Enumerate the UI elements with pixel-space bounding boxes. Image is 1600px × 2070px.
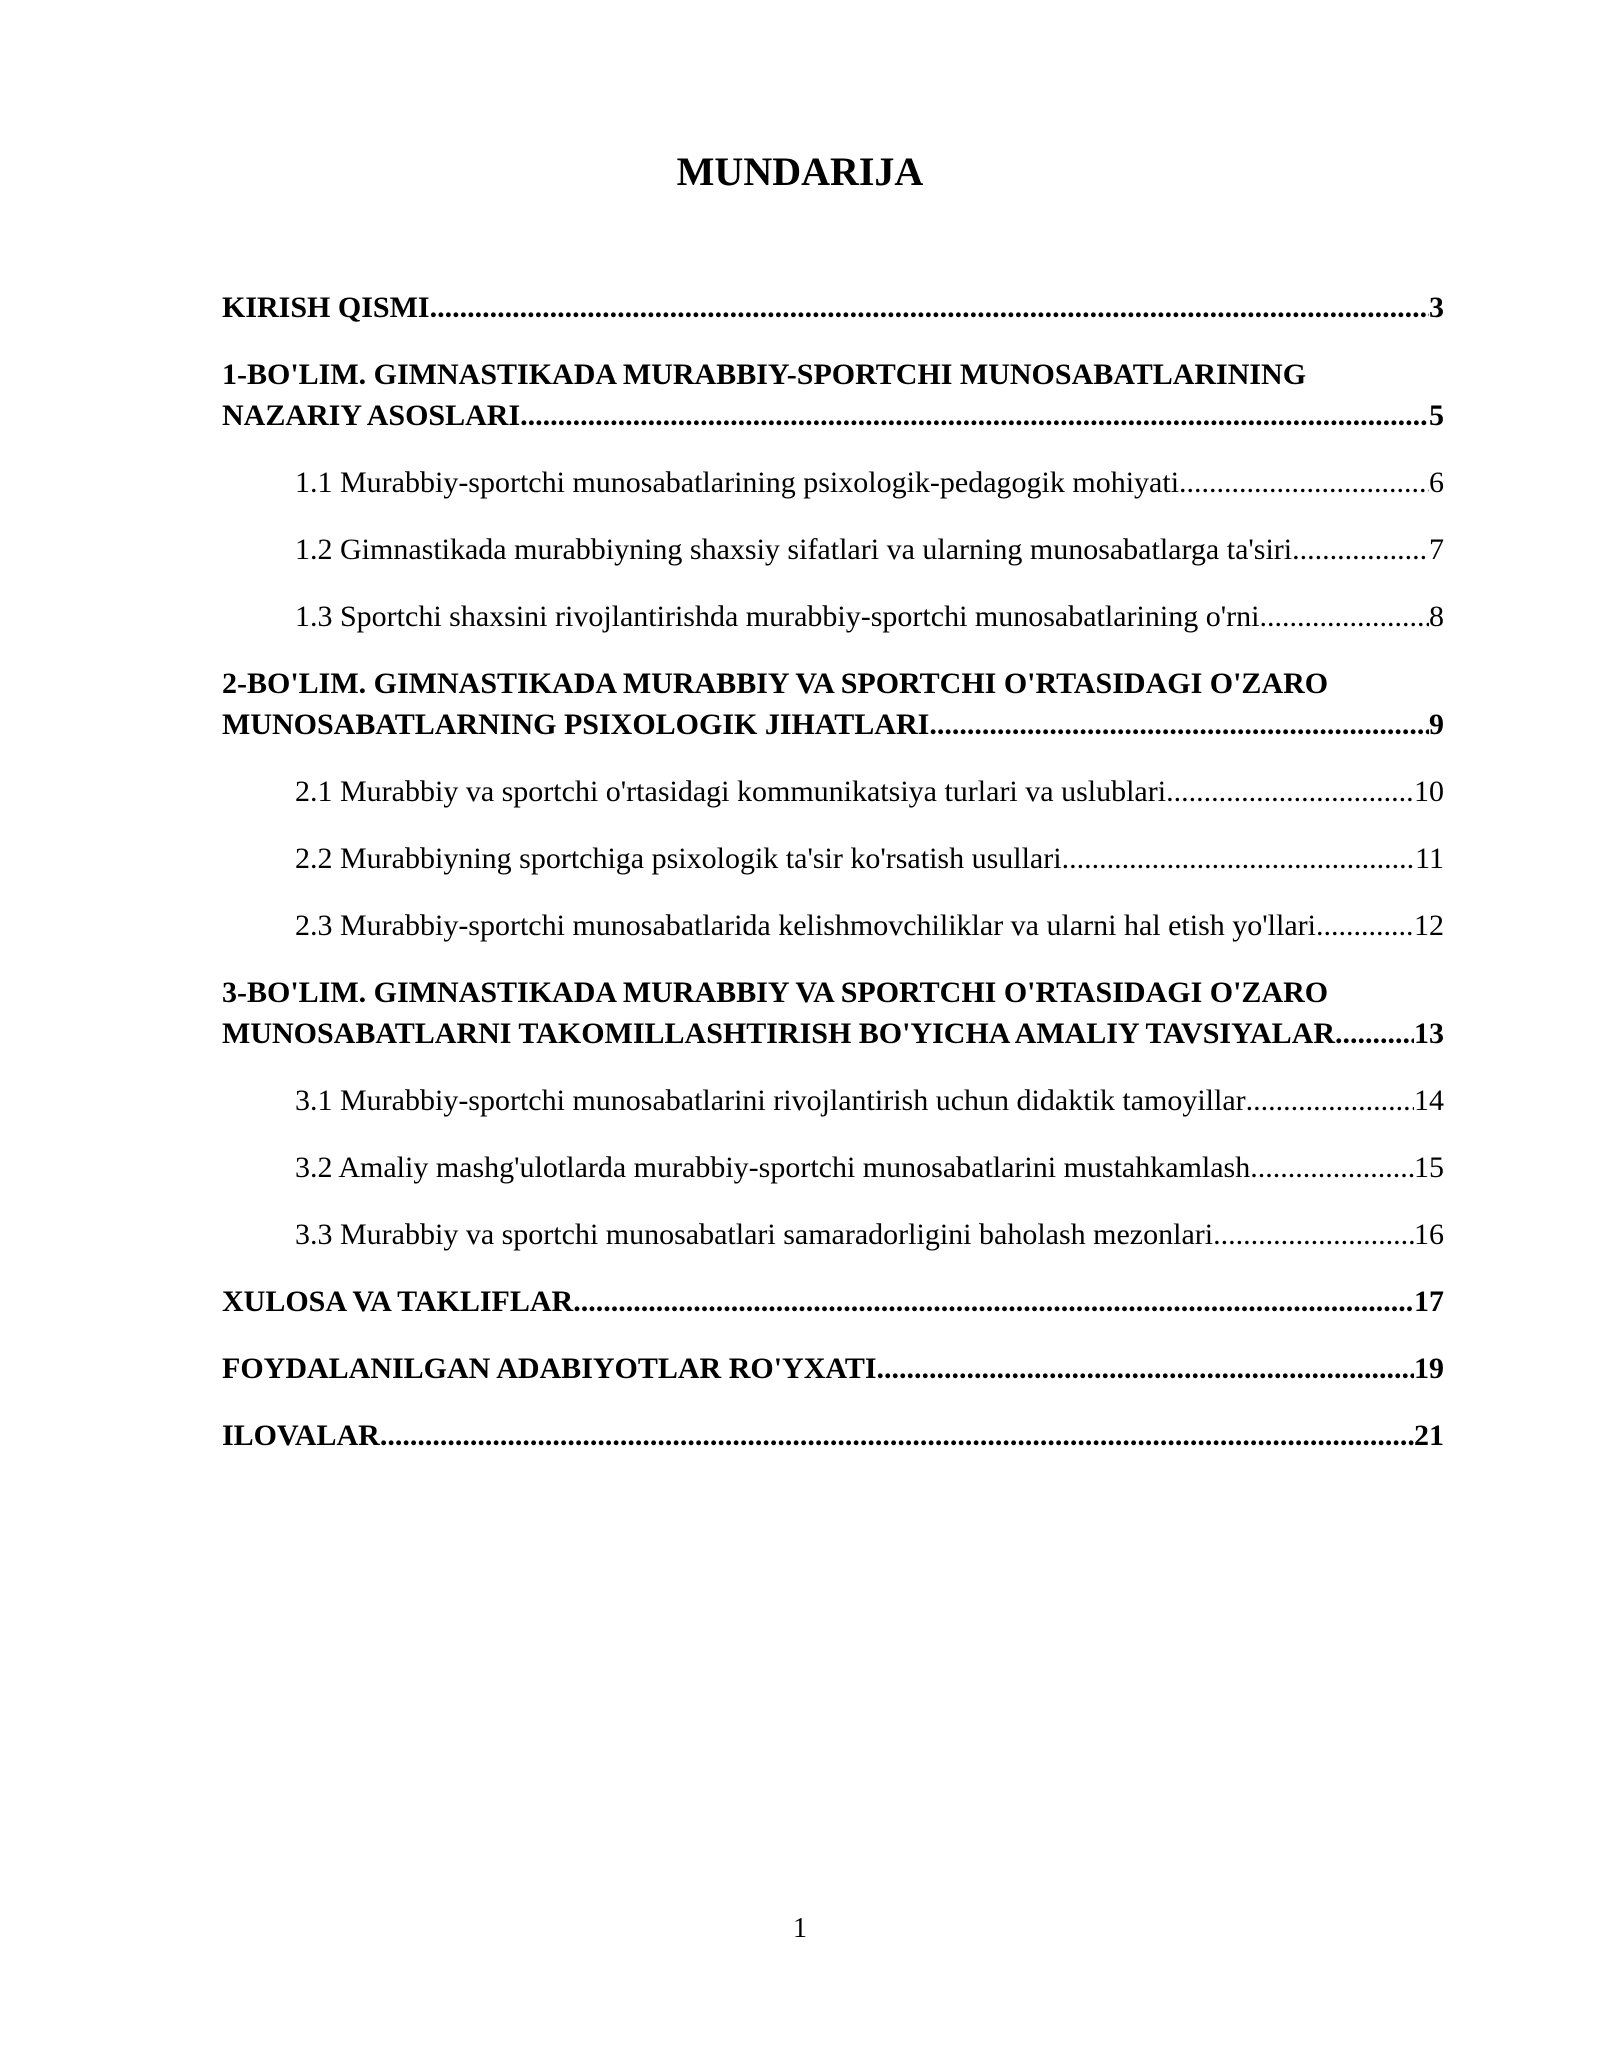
toc-entry-page: 16 [1414,1218,1444,1251]
toc-entry-title: 3.2 Amaliy mashg'ulotlarda murabbiy-sportchi munosabatlarini mustahkamlash [295,1151,1251,1184]
toc-entry-page: 11 [1415,842,1444,875]
toc-leader-dots [1213,1214,1414,1255]
toc-entry-title: MUNOSABATLARNING PSIXOLOGIK JIHATLARI [222,708,930,741]
toc-entry-title: 2.2 Murabbiyning sportchiga psixologik ta'sir ko'rsatish usullari [295,842,1062,875]
toc-entry-page: 8 [1429,600,1444,633]
toc-entry-page: 3 [1429,291,1444,324]
toc-entry-title: NAZARIY ASOSLARI [222,399,521,432]
toc-entry-section-1-3[interactable] [222,596,1444,637]
toc-leader-dots [929,704,1429,745]
toc-leader-dots [1166,771,1414,812]
toc-leader-dots [1250,1147,1414,1188]
toc-entry-section-2-1[interactable] [222,771,1444,812]
page-title: MUNDARIJA [676,149,924,194]
page-number: 1 [793,1913,807,1944]
toc-entry-page: 10 [1414,775,1444,808]
toc-entry-page: 19 [1414,1352,1444,1385]
toc-entry-page: 6 [1429,466,1444,499]
toc-entry-chapter-3[interactable] [222,972,1444,1054]
toc-entry-page: 5 [1429,399,1444,432]
toc-entry-title: 2.3 Murabbiy-sportchi munosabatlarida kelishmovchiliklar va ularni hal etish yo'llari [295,909,1316,942]
toc-leader-dots [1316,905,1414,946]
toc-entry-page: 7 [1429,533,1444,566]
toc-entry-page: 14 [1414,1084,1444,1117]
toc-leader-dots [1246,1080,1414,1121]
toc-entry-section-1-2[interactable] [222,529,1444,570]
toc-entry-page: 17 [1414,1285,1444,1318]
toc-leader-dots [1292,529,1429,570]
toc-entry-ilovalar[interactable] [222,1415,1444,1456]
toc-entry-title: 1.2 Gimnastikada murabbiyning shaxsiy sifatlari va ularning munosabatlarga ta'siri [295,533,1293,566]
table-of-contents [222,287,1444,1482]
toc-entry-title: 3.3 Murabbiy va sportchi munosabatlari samaradorligini baholash mezonlari [295,1218,1214,1251]
toc-leader-dots [520,395,1429,436]
toc-leader-dots [1062,838,1416,879]
toc-entry-xulosa[interactable] [222,1281,1444,1322]
toc-leader-dots [877,1348,1414,1389]
toc-entry-title-line1: 3-BO'LIM. GIMNASTIKADA MURABBIY VA SPORTCHI O'RTASIDAGI O'ZARO [222,976,1329,1009]
toc-entry-title-line1: 1-BO'LIM. GIMNASTIKADA MURABBIY-SPORTCHI MUNOSABATLARINING [222,358,1307,391]
toc-entry-title: 1.3 Sportchi shaxsini rivojlantirishda murabbiy-sportchi munosabatlarining o'rni [295,600,1260,633]
toc-leader-dots [1259,596,1429,637]
toc-entry-page: 15 [1414,1151,1444,1184]
toc-entry-title: MUNOSABATLARNI TAKOMILLASHTIRISH BO'YICHA AMALIY TAVSIYALAR [222,1017,1336,1050]
toc-entry-adabiyotlar[interactable] [222,1348,1444,1389]
toc-leader-dots [380,1415,1414,1456]
toc-entry-title-line1: 2-BO'LIM. GIMNASTIKADA MURABBIY VA SPORTCHI O'RTASIDAGI O'ZARO [222,667,1329,700]
toc-entry-title: 1.1 Murabbiy-sportchi munosabatlarining psixologik-pedagogik mohiyati [295,466,1180,499]
toc-entry-title: XULOSA VA TAKLIFLAR [222,1285,574,1318]
toc-entry-section-3-1[interactable] [222,1080,1444,1121]
toc-entry-title: ILOVALAR [222,1419,380,1452]
toc-entry-chapter-1[interactable] [222,354,1444,436]
toc-entry-page: 21 [1414,1419,1444,1452]
toc-entry-title: 2.1 Murabbiy va sportchi o'rtasidagi kommunikatsiya turlari va uslublari [295,775,1167,808]
toc-entry-page: 9 [1429,708,1444,741]
toc-entry-title: 3.1 Murabbiy-sportchi munosabatlarini rivojlantirish uchun didaktik tamoyillar [295,1084,1246,1117]
toc-entry-section-2-3[interactable] [222,905,1444,946]
toc-leader-dots [1179,462,1429,503]
toc-entry-page: 12 [1414,909,1444,942]
toc-entry-section-2-2[interactable] [222,838,1444,879]
toc-entry-title: KIRISH QISMI [222,291,430,324]
toc-entry-kirish[interactable] [222,287,1444,328]
toc-entry-section-3-3[interactable] [222,1214,1444,1255]
toc-entry-page: 13 [1414,1017,1444,1050]
toc-leader-dots [430,287,1429,328]
toc-leader-dots [573,1281,1414,1322]
toc-entry-section-1-1[interactable] [222,462,1444,503]
toc-entry-section-3-2[interactable] [222,1147,1444,1188]
toc-entry-title: FOYDALANILGAN ADABIYOTLAR RO'YXATI [222,1352,877,1385]
toc-entry-chapter-2[interactable] [222,663,1444,745]
toc-leader-dots [1335,1013,1414,1054]
